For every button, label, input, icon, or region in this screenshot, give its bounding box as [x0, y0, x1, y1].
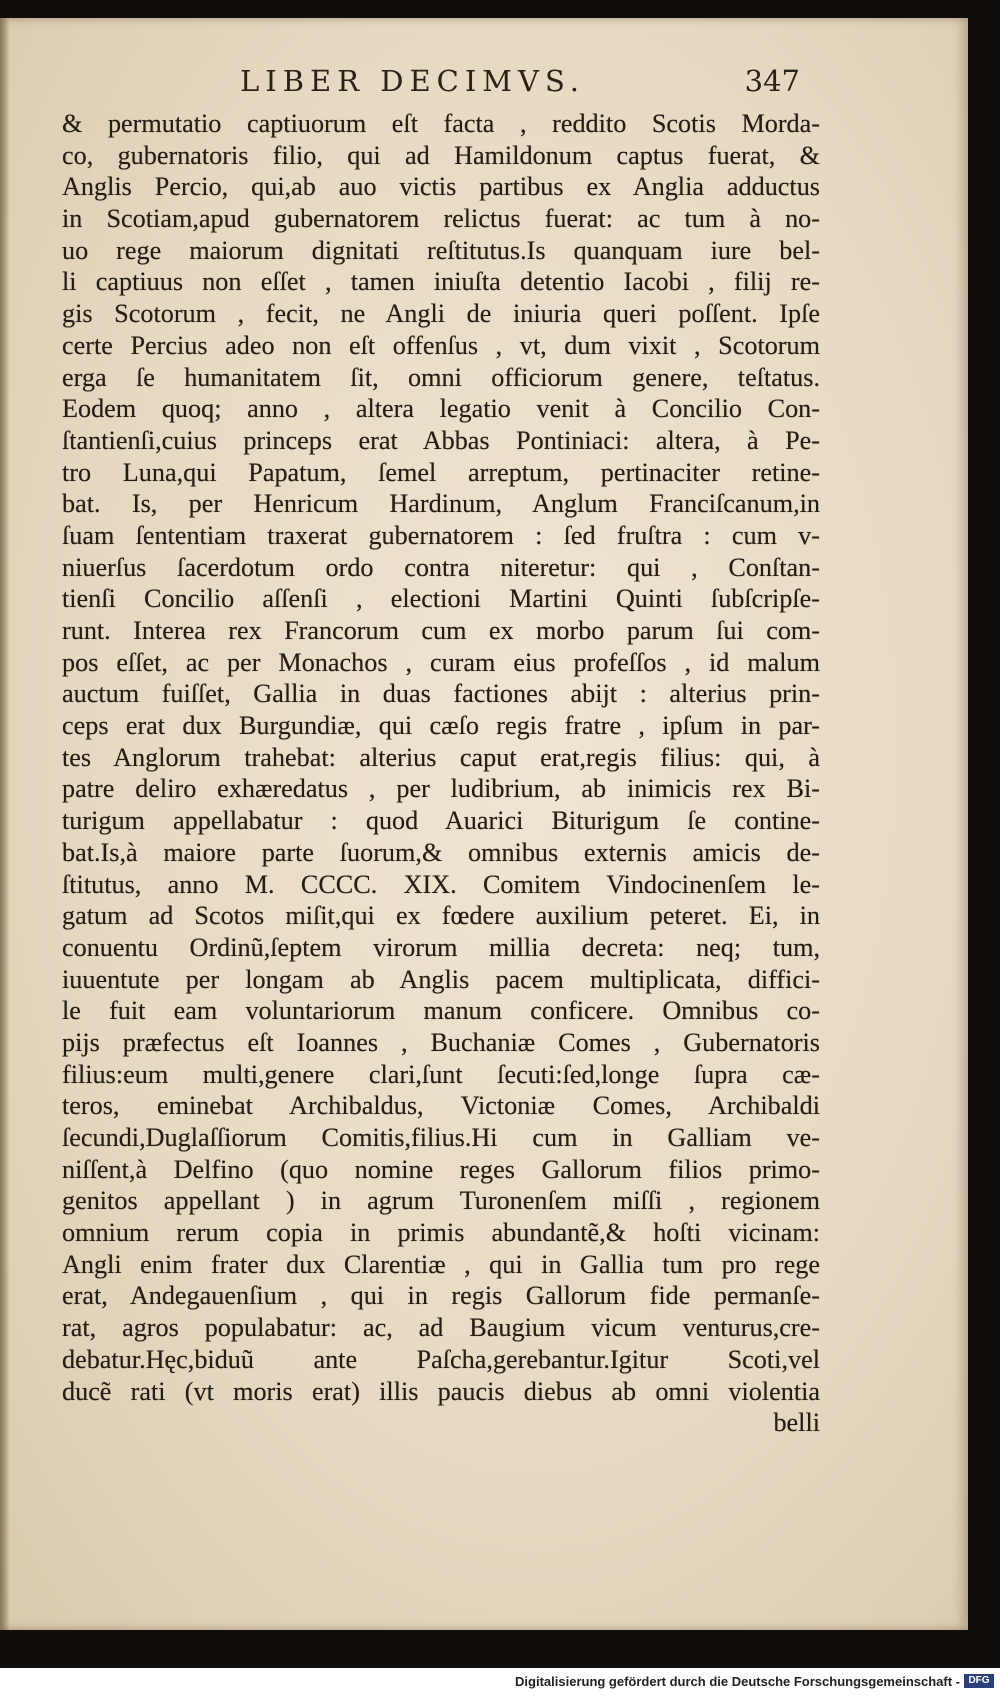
text-line: certe Percius adeo non eſt offenſus , vt, dum vixit , Scotorum [62, 330, 820, 360]
text-line: Angli enim frater dux Clarentiæ , qui in Gallia tum pro rege [62, 1249, 820, 1279]
text-line: ſecundi,Duglaſſiorum Comitis,filius.Hi cum in Galliam ve- [62, 1123, 820, 1152]
text-line: patre deliro exhæredatus , per ludibrium, ab inimicis rex Bi- [62, 774, 820, 804]
text-line: le fuit eam voluntariorum manum conficere. Omnibus co- [62, 996, 820, 1026]
text-line: uo rege maiorum dignitati reſtitutus.Is quanquam iure bel- [62, 235, 820, 265]
text-line: tes Anglorum trahebat: alterius caput erat,regis filius: qui, à [62, 742, 820, 772]
text-line: & permutatio captiuorum eſt facta , reddito Scotis Morda- [62, 109, 820, 138]
text-line: bat. Is, per Henricum Hardinum, Anglum Franciſcanum,in [62, 489, 820, 519]
catchword: belli [773, 1408, 820, 1438]
text-line: teros, eminebat Archibaldus, Victoniæ Comes, Archibaldi [62, 1091, 820, 1121]
text-line: filius:eum multi,genere clari,ſunt ſecuti:ſed,longe ſupra cæ- [62, 1059, 820, 1089]
text-line: ceps erat dux Burgundiæ, qui cæſo regis fratre , ipſum in par- [62, 711, 820, 741]
text-line: genitos appellant ) in agrum Turonenſem miſſi , regionem [62, 1186, 820, 1216]
text-line: runt. Interea rex Francorum cum ex morbo parum ſui com- [62, 616, 820, 645]
text-line: ſtitutus, anno M. CCCC. XIX. Comitem Vindocinenſem le- [62, 869, 820, 899]
text-line: gatum ad Scotos miſit,qui ex fœdere auxilium peteret. Ei, in [62, 901, 820, 931]
text-line: niuerſus ſacerdotum ordo contra niteretur: qui , Conſtan- [62, 552, 820, 582]
text-line: in Scotiam,apud gubernatorem relictus fuerat: ac tum à no- [62, 204, 820, 234]
text-line: conuentu Ordinũ,ſeptem virorum millia decreta: neq; tum, [62, 932, 820, 962]
footer-bar [0, 1668, 1000, 1697]
text-line: iuuentute per longam ab Anglis pacem multiplicata, diffici- [62, 964, 820, 994]
dfg-logo: DFG [964, 1674, 994, 1688]
text-line: erga ſe humanitatem ſit, omni officiorum genere, teſtatus. [62, 362, 820, 392]
running-head [60, 64, 800, 104]
text-line: tienſi Concilio aſſenſi , electioni Martini Quinti ſubſcripſe- [62, 584, 820, 614]
text-line: li captiuus non eſſet , tamen iniuſta detentio Iacobi , filij re- [62, 267, 820, 297]
text-line: auctum fuiſſet, Gallia in duas factiones abijt : alterius prin- [62, 679, 820, 709]
text-line: gis Scotorum , fecit, ne Angli de iniuria queri poſſent. Ipſe [62, 299, 820, 329]
text-line: ducẽ rati (vt moris erat) illis paucis diebus ab omni violentia [62, 1376, 820, 1406]
text-line: ſuam ſententiam traxerat gubernatorem : ſed fruſtra : cum v- [62, 520, 820, 550]
text-line: turigum appellabatur : quod Auarici Biturigum ſe contine- [62, 806, 820, 836]
page-edge-shadow [0, 18, 10, 1630]
text-line: co, gubernatoris filio, qui ad Hamildonum captus fuerat, & [62, 140, 820, 170]
text-line: pos eſſet, ac per Monachos , curam eius profeſſos , id malum [62, 647, 820, 677]
text-line: rat, agros populabatur: ac, ad Baugium vicum venturus,cre- [62, 1313, 820, 1343]
text-line: bat.Is,à maiore parte ſuorum,& omnibus externis amicis de- [62, 837, 820, 867]
funding-credit: Digitalisierung gefördert durch die Deutsche Forschungsgemeinschaft - [515, 1674, 960, 1689]
text-line: omnium rerum copia in primis abundantẽ,& hoſti vicinam: [62, 1218, 820, 1248]
page-number: 347 [744, 64, 800, 98]
text-line: tro Luna,qui Papatum, ſemel arreptum, pertinaciter retine- [62, 457, 820, 487]
body-text [62, 108, 820, 1439]
text-line: Anglis Percio, qui,ab auo victis partibus ex Anglia adductus [62, 172, 820, 202]
text-line: Eodem quoq; anno , altera legatio venit à Concilio Con- [62, 394, 820, 424]
text-line: ſtantienſi,cuius princeps erat Abbas Pontiniaci: altera, à Pe- [62, 425, 820, 455]
text-line: erat, Andegauenſium , qui in regis Gallorum fide permanſe- [62, 1281, 820, 1311]
text-line: niſſent,à Delfino (quo nomine reges Gallorum filios primo- [62, 1154, 820, 1184]
text-line: debatur.Hęc,biduũ ante Paſcha,gerebantur.Igitur Scoti,vel [62, 1344, 820, 1374]
running-title: LIBER DECIMVS. [240, 64, 585, 98]
text-line: pijs præfectus eſt Ioannes , Buchaniæ Comes , Gubernatoris [62, 1027, 820, 1057]
